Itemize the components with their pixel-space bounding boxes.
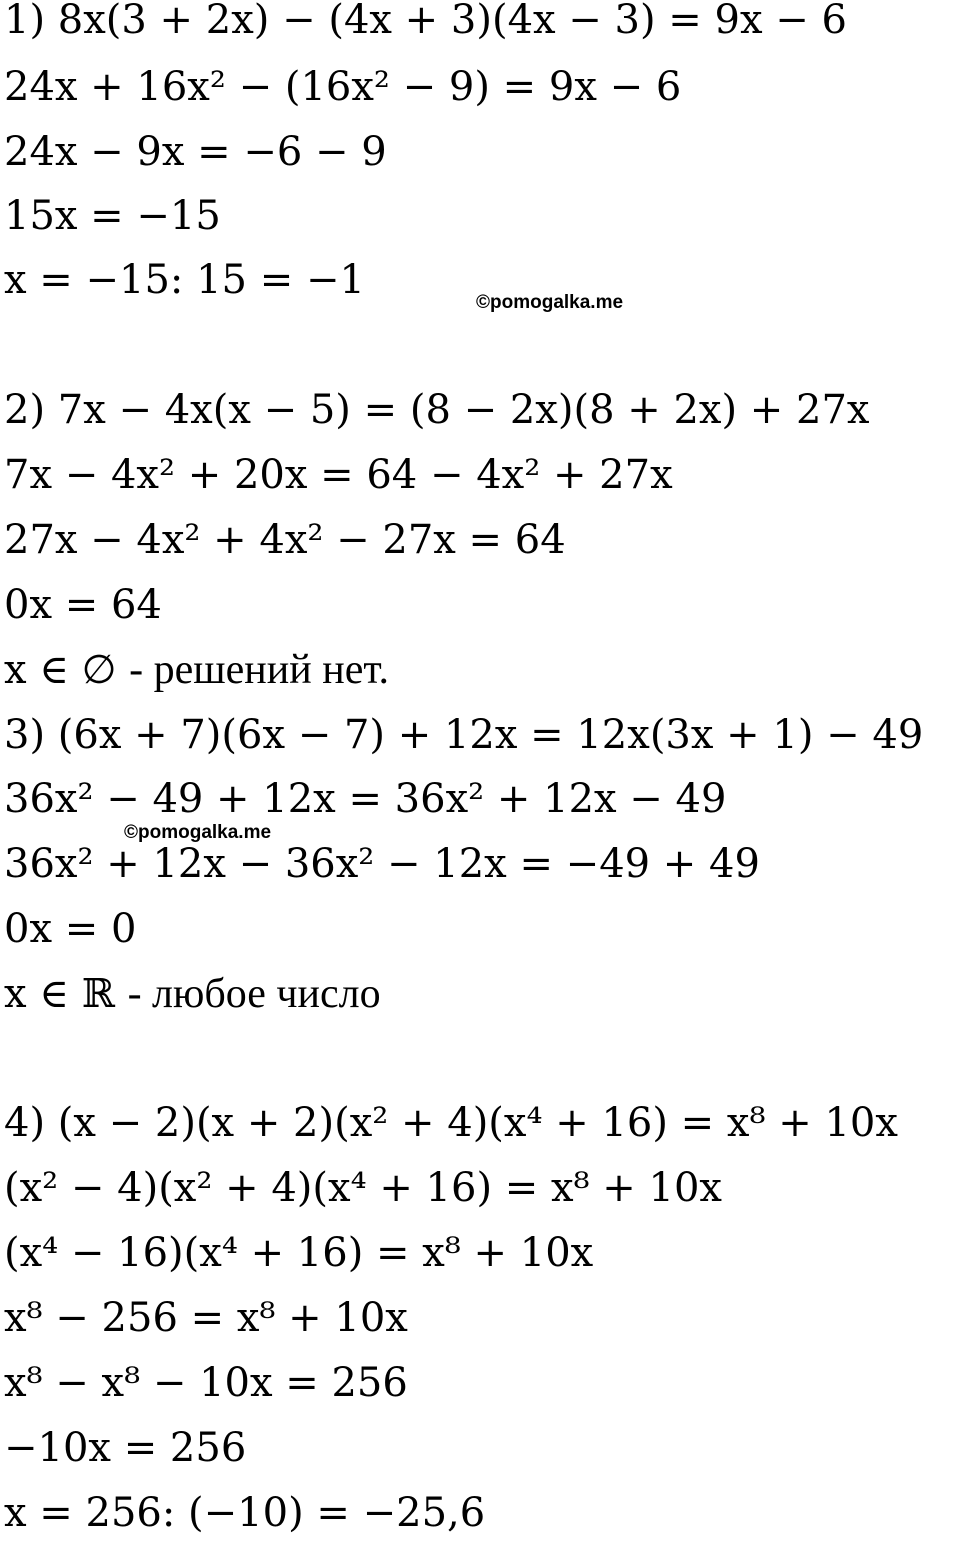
problem-1-line-2: 24x + 16x² − (16x² − 9) = 9x − 6 [4, 64, 682, 110]
problem-4-line-4: x⁸ − 256 = x⁸ + 10x [4, 1295, 408, 1341]
problem-2-line-2: 7x − 4x² + 20x = 64 − 4x² + 27x [4, 452, 673, 498]
problem-2-line-3: 27x − 4x² + 4x² − 27x = 64 [4, 517, 566, 563]
problem-4-line-5: x⁸ − x⁸ − 10x = 256 [4, 1360, 408, 1406]
no-solutions-text: - решений нет. [129, 647, 390, 693]
problem-4-line-6: −10x = 256 [4, 1425, 247, 1471]
problem-3-line-2: 36x² − 49 + 12x = 36x² + 12x − 49 [4, 776, 727, 822]
any-number-text: - любое число [127, 971, 381, 1017]
problem-3-line-4: 0x = 0 [4, 906, 137, 952]
problem-4-line-3: (x⁴ − 16)(x⁴ + 16) = x⁸ + 10x [4, 1230, 594, 1276]
problem-3-line-5 [4, 962, 381, 1026]
problem-1-line-3: 24x − 9x = −6 − 9 [4, 129, 387, 175]
problem-1-line-4: 15x = −15 [4, 193, 221, 239]
problem-1-line-1 [4, 0, 847, 52]
equation-text: 7x − 4x(x − 5) = (8 − 2x)(8 + 2x) + 27x [57, 387, 870, 433]
problem-3-line-1 [4, 703, 923, 767]
problem-4-number: 4) [4, 1100, 46, 1146]
problem-1-number: 1) [4, 0, 46, 43]
problem-3-number: 3) [4, 712, 46, 758]
problem-4-line-7: x = 256: (−10) = −25,6 [4, 1490, 486, 1536]
problem-1-line-5: x = −15: 15 = −1 [4, 257, 365, 303]
problem-2-line-1 [4, 378, 869, 442]
real-set-expression: x ∈ ℝ [4, 971, 115, 1017]
watermark: ©pomogalka.me [476, 292, 624, 313]
problem-3-line-3: 36x² + 12x − 36x² − 12x = −49 + 49 [4, 841, 760, 887]
problem-4-line-1 [4, 1091, 898, 1155]
empty-set-expression: x ∈ ∅ [4, 647, 117, 693]
equation-text: (x − 2)(x + 2)(x² + 4)(x⁴ + 16) = x⁸ + 10x [57, 1100, 898, 1146]
problem-4-line-2: (x² − 4)(x² + 4)(x⁴ + 16) = x⁸ + 10x [4, 1165, 722, 1211]
equation-text: (6x + 7)(6x − 7) + 12x = 12x(3x + 1) − 49 [57, 712, 924, 758]
problem-2-number: 2) [4, 387, 46, 433]
problem-2-line-4: 0x = 64 [4, 582, 162, 628]
equation-text: 8x(3 + 2x) − (4x + 3)(4x − 3) = 9x − 6 [57, 0, 847, 43]
watermark: ©pomogalka.me [124, 822, 272, 843]
problem-2-line-5 [4, 638, 389, 702]
